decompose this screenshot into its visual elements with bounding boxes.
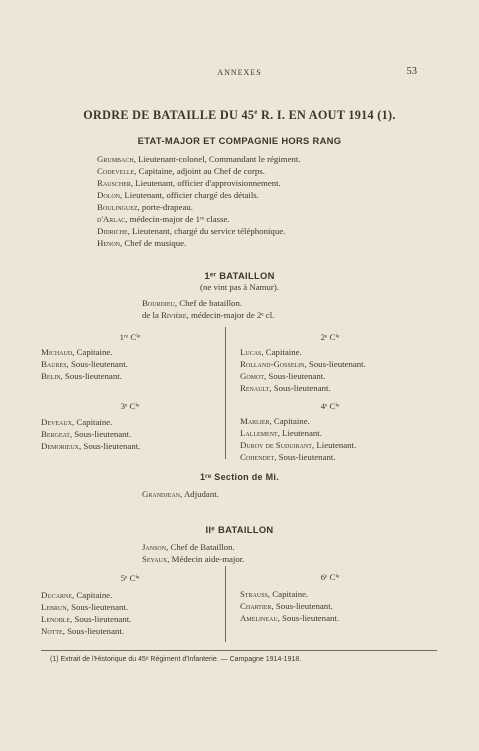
officer-role: , Sous-lieutenant.: [62, 626, 125, 636]
officer-name: Grumbach: [97, 154, 134, 164]
officer-role: , médecin-major de 2ᵉ cl.: [186, 310, 275, 320]
officer-line: [240, 347, 302, 359]
main-title-prefix: ORDRE DE BATAILLE DU 45: [83, 108, 255, 123]
officer-line: [240, 359, 366, 371]
officer-line: [41, 429, 131, 441]
officer-line: [240, 416, 310, 428]
company-header-3: 3ᵉ Cⁱᵉ: [120, 401, 140, 411]
staff-line: [97, 178, 281, 190]
officer-line: [41, 417, 112, 429]
officer-name: Lebrun: [41, 602, 67, 612]
officer-line: [41, 441, 140, 453]
company-header-1: 1ʳᵉ Cⁱᵉ: [119, 332, 141, 342]
officer-name: Gomot: [240, 371, 265, 381]
officer-name: Chartier: [240, 601, 272, 611]
running-head: ANNEXES: [217, 68, 262, 77]
officer-line: [240, 440, 356, 452]
company-header-5: 5ᵉ Cⁱᵉ: [120, 573, 140, 583]
officer-name: Codevelle: [97, 166, 135, 176]
company-header-2: 2ᵉ Cⁱᵉ: [320, 332, 340, 342]
officer-role: , Lieutenant, officier d'approvisionnement.: [130, 178, 281, 188]
officer-name: Rauscher: [97, 178, 131, 188]
officer-name: Henon: [97, 238, 121, 248]
officer-role: , Lieutenant.: [311, 440, 357, 450]
officer-role: , Lieutenant, officier chargé des détails.: [120, 190, 259, 200]
officer-name: Bergeat: [41, 429, 70, 439]
officer-line: [240, 383, 331, 395]
section-mi-heading: 1ʳᵉ Section de Mi.: [199, 472, 280, 482]
footnote: (1) Extrait de l'Historique du 45ᵉ Régiment d'Infanterie. — Campagne 1914-1918.: [50, 656, 302, 663]
officer-role: , Sous-lieutenant.: [79, 441, 141, 451]
staff-line: [97, 238, 186, 250]
officer-role: , Capitaine.: [267, 589, 309, 599]
etat-major-heading: ETAT-MAJOR ET COMPAGNIE HORS RANG: [137, 135, 342, 146]
officer-role: , Capitaine.: [269, 416, 310, 426]
officer-name: d'Arlac: [97, 214, 126, 224]
bataillon2-heading: IIᵉ BATAILLON: [205, 524, 274, 535]
officer-line: [41, 626, 124, 638]
officer-role: , Sous-lieutenant.: [304, 359, 366, 369]
bataillon1-note: (ne vint pas à Namur).: [200, 282, 279, 292]
officer-role: , Lieutenant-colonel, Commandant le régiment.: [133, 154, 301, 164]
officer-role: , Sous-lieutenant.: [66, 602, 129, 612]
officer-name: Amelineau: [240, 613, 278, 623]
officer-role: , Sous-lieutenant.: [277, 613, 340, 623]
officer-line: [240, 613, 339, 625]
officer-name: Boulinguez: [97, 202, 138, 212]
column-divider: [225, 327, 226, 459]
officer-role: , Capitaine, adjoint au Chef de corps.: [134, 166, 265, 176]
officer-name: Seyaux: [142, 554, 168, 564]
company-header-6: 6ᵉ Cⁱᵉ: [320, 572, 340, 582]
bataillon1-staff-line: [142, 310, 274, 322]
officer-line: [41, 614, 131, 626]
officer-name: Janson: [142, 542, 167, 552]
officer-line: [240, 428, 322, 440]
bataillon2-staff-line: [142, 542, 235, 554]
officer-name: Grandjean: [142, 489, 181, 499]
officer-role: , Sous-lieutenant.: [66, 359, 128, 369]
officer-line: [240, 452, 336, 464]
officer-name: Didriche: [97, 226, 128, 236]
officer-name: Deveaux: [41, 417, 73, 427]
officer-line: [240, 589, 308, 601]
officer-role: , Lieutenant.: [277, 428, 322, 438]
section-mi-line: [142, 489, 219, 501]
footnote-rule: [41, 650, 437, 651]
officer-name: Rolland-Gosselin: [240, 359, 305, 369]
officer-role: , Lieutenant, chargé du service téléphonique.: [127, 226, 286, 236]
officer-role: , médecin-major de 1ʳᵉ classe.: [125, 214, 230, 224]
officer-name: Duroy de Suduirant: [240, 440, 312, 450]
officer-role: , Sous-lieutenant.: [264, 371, 326, 381]
officer-line: [240, 371, 325, 383]
officer-role: , Capitaine.: [72, 590, 113, 600]
officer-name: Ducarne: [41, 590, 73, 600]
company-header-4: 4ᵉ Cⁱᵉ: [320, 401, 340, 411]
officer-name: Demorieux: [41, 441, 80, 451]
officer-line: [41, 359, 128, 371]
column-divider: [225, 566, 226, 642]
bataillon1-heading: 1ᵉʳ BATAILLON: [204, 270, 275, 281]
officer-line: [41, 371, 122, 383]
staff-line: [97, 214, 230, 226]
officer-line: [41, 602, 128, 614]
officer-name: Marlier: [240, 416, 270, 426]
officer-name: Michaud: [41, 347, 73, 357]
officer-name: Belin: [41, 371, 61, 381]
officer-role: , Sous-lieutenant.: [70, 614, 132, 624]
officer-name: Baures: [41, 359, 67, 369]
main-title-sup: e: [254, 108, 258, 116]
bataillon1-staff-line: [142, 298, 242, 310]
staff-line: [97, 154, 301, 166]
officer-role: , Adjudant.: [180, 489, 219, 499]
officer-name: Dolon: [97, 190, 121, 200]
officer-role: , Sous-lieutenant.: [69, 429, 132, 439]
officer-role: , Sous-lieutenant.: [271, 601, 333, 611]
staff-line: [97, 226, 285, 238]
officer-name: Strauss: [240, 589, 268, 599]
officer-role: , Capitaine.: [72, 417, 113, 427]
page-number: 53: [406, 66, 417, 77]
officer-role: , porte-drapeau.: [137, 202, 193, 212]
officer-name: Lenoble: [41, 614, 71, 624]
main-title: [0, 108, 479, 123]
officer-prefix: de la: [142, 310, 162, 320]
officer-name: Lallement: [240, 428, 278, 438]
bataillon2-staff-line: [142, 554, 244, 566]
officer-name: Renault: [240, 383, 270, 393]
officer-role: , Chef de musique.: [120, 238, 187, 248]
officer-name: Bourdieu: [142, 298, 175, 308]
officer-line: [41, 347, 112, 359]
officer-role: , Médecin aide-major.: [167, 554, 245, 564]
officer-line: [41, 590, 112, 602]
staff-line: [97, 166, 265, 178]
main-title-suffix: R. I. EN AOUT 1914 (1).: [257, 108, 396, 123]
officer-role: , Sous-lieutenant.: [60, 371, 122, 381]
staff-line: [97, 202, 193, 214]
officer-name: Lucas: [240, 347, 262, 357]
officer-name: Rivière: [161, 310, 187, 320]
officer-role: , Capitaine.: [261, 347, 302, 357]
officer-name: Cohendet: [240, 452, 275, 462]
officer-role: , Sous-lieutenant.: [274, 452, 336, 462]
officer-role: , Capitaine.: [72, 347, 113, 357]
officer-role: , Chef de bataillon.: [174, 298, 243, 308]
officer-line: [240, 601, 333, 613]
staff-line: [97, 190, 259, 202]
officer-name: Notte: [41, 626, 63, 636]
officer-role: , Chef de Bataillon.: [166, 542, 235, 552]
officer-role: , Sous-lieutenant.: [269, 383, 331, 393]
